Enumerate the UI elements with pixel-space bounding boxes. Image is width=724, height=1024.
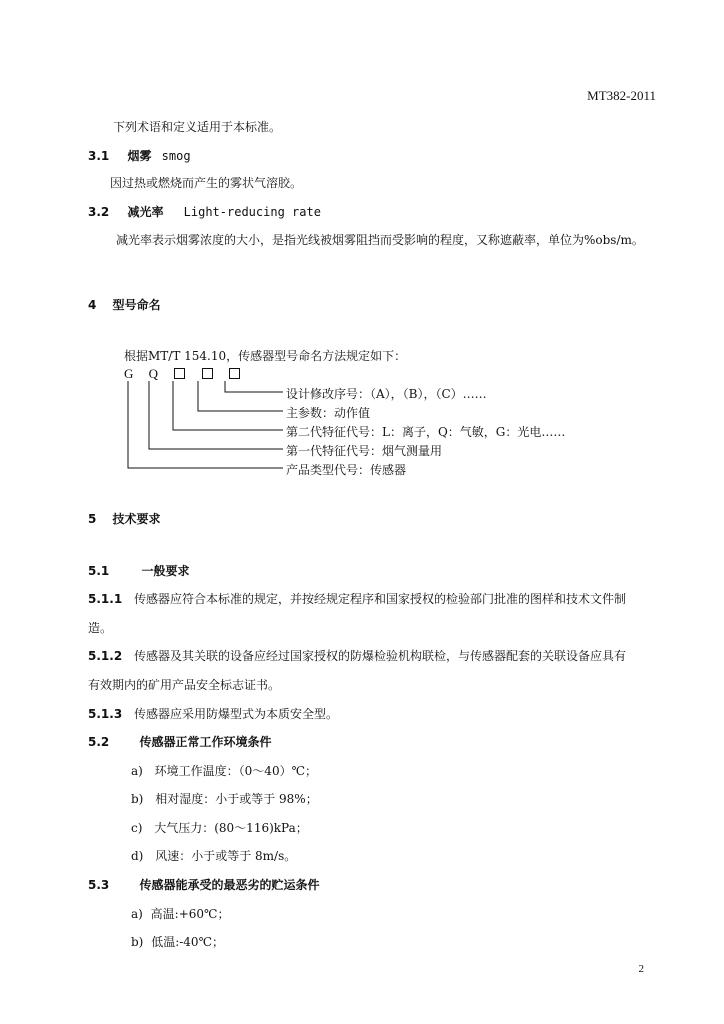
term-number: 3.2 (88, 205, 110, 219)
clause-text: 传感器应符合本标准的规定，并按经规定程序和国家授权的检验部门批准的图样和技术文件制 (134, 592, 627, 606)
term-title: 减光率 (127, 205, 164, 219)
list-text: 低温:-40℃； (151, 935, 224, 949)
diagram-label-revision: 设计修改序号：（A），（B），（C）…… (286, 387, 487, 401)
connector-line-first-gen (149, 381, 283, 449)
diagram-label-first-gen: 第一代特征代号：烟气测量用 (286, 444, 443, 458)
term-en: Light-reducing rate (183, 205, 321, 219)
list-marker: d) (131, 849, 144, 863)
clause-5-1-2-cont: 有效期内的矿用产品安全标志证书。 (88, 678, 281, 692)
diagram-label-second-gen: 第二代特征代号：L：离子，Q：气敏，G：光电…… (286, 425, 566, 439)
clause-5-1-1 (88, 590, 626, 607)
section-number: 5.2 (88, 735, 110, 749)
clause-number: 5.1.3 (88, 707, 123, 721)
section-title: 一般要求 (141, 564, 190, 578)
list-item (131, 762, 317, 779)
list-item (131, 905, 229, 922)
clause-5-1-2 (88, 647, 626, 664)
clause-5-1-3 (88, 705, 338, 722)
term-en: smog (161, 149, 191, 163)
list-marker: a) (131, 907, 143, 921)
list-text: 大气压力：(80～116)kPa； (154, 821, 308, 835)
connector-line-second-gen (173, 381, 283, 430)
section-5-2-heading (88, 733, 271, 750)
list-text: 相对湿度：小于或等于 98%； (155, 792, 318, 806)
term-title: 烟雾 (127, 149, 152, 163)
section-title: 传感器能承受的最恶劣的贮运条件 (139, 878, 320, 892)
model-naming-lead: 根据MT/T 154.10，传感器型号命名方法规定如下： (124, 349, 407, 363)
section-5-heading (88, 510, 161, 527)
section-number: 4 (88, 298, 97, 312)
diagram-label-main-param: 主参数：动作值 (286, 406, 371, 420)
section-5-1-heading (88, 562, 189, 579)
model-letter-q: Q (148, 366, 159, 381)
connector-line-main-param (198, 381, 283, 411)
section-5-3-heading (88, 876, 319, 893)
page-number: 2 (638, 963, 644, 975)
list-item (131, 933, 224, 950)
model-letter-g: G (124, 366, 134, 381)
clause-text: 传感器应采用防爆型式为本质安全型。 (134, 707, 339, 721)
clause-text: 传感器及其关联的设备应经过国家授权的防爆检验机构联检，与传感器配套的关联设备应具有 (134, 649, 627, 663)
list-item (131, 819, 308, 836)
section-title: 传感器正常工作环境条件 (139, 735, 272, 749)
list-item (131, 847, 296, 864)
section-number: 5 (88, 512, 97, 526)
clause-number: 5.1.1 (88, 592, 123, 606)
list-text: 环境工作温度：（0～40）℃； (154, 764, 318, 778)
term-number: 3.1 (88, 149, 110, 163)
diagram-label-product-type: 产品类型代号：传感器 (286, 463, 407, 477)
section-number: 5.1 (88, 564, 110, 578)
term-3-2-definition: 减光率表示烟雾浓度的大小，是指光线被烟雾阻挡而受影响的程度，又称遮蔽率，单位为%obs/m。 (116, 233, 644, 247)
list-text: 风速：小于或等于 8m/s。 (155, 849, 297, 863)
clause-5-1-1-cont: 造。 (88, 621, 113, 635)
connector-line-revision (225, 381, 283, 392)
standard-code: MT382-2011 (587, 88, 656, 103)
list-marker: b) (131, 935, 144, 949)
clause-number: 5.1.2 (88, 649, 123, 663)
list-marker: a) (131, 764, 143, 778)
list-text: 高温:+60℃； (150, 907, 230, 921)
list-marker: b) (131, 792, 144, 806)
section-number: 5.3 (88, 878, 110, 892)
list-item (131, 790, 318, 807)
connector-line-product-type (128, 381, 283, 468)
term-3-1-definition: 因过热或燃烧而产生的雾状气溶胶。 (110, 176, 303, 190)
section-title: 技术要求 (112, 512, 161, 526)
intro-text: 下列术语和定义适用于本标准。 (113, 120, 282, 134)
section-title: 型号命名 (112, 298, 161, 312)
list-marker: c) (131, 821, 143, 835)
